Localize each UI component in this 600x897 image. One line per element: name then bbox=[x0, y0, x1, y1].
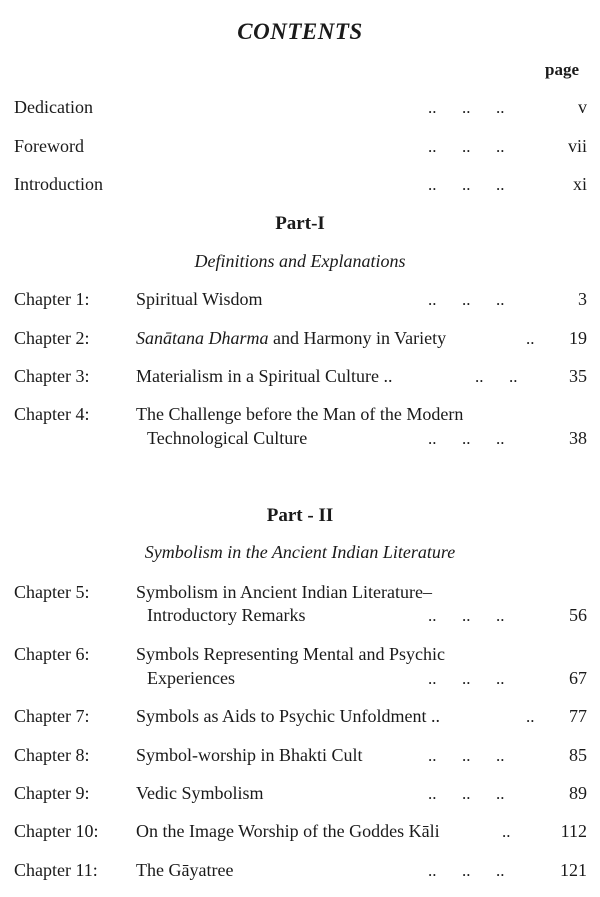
leader-dots: .. .. .. bbox=[428, 861, 505, 880]
leader-dots: .. bbox=[526, 329, 535, 348]
leader-dots: .. .. .. bbox=[428, 290, 505, 309]
front-matter-label: Foreword bbox=[14, 136, 84, 156]
page-column-label: page bbox=[545, 60, 579, 79]
leader-dots: .. .. .. bbox=[428, 429, 505, 448]
front-matter-label: Introduction bbox=[14, 174, 103, 194]
page-title: CONTENTS bbox=[237, 19, 363, 44]
leader-dots: .. bbox=[502, 822, 511, 841]
leader-dots: .. .. .. bbox=[428, 784, 505, 803]
page-number: 35 bbox=[569, 366, 587, 386]
page-number: 3 bbox=[578, 289, 587, 309]
chapter-number: Chapter 1: bbox=[14, 289, 90, 309]
chapter-number: Chapter 6: bbox=[14, 644, 90, 664]
chapter-title: On the Image Worship of the Goddes Kāli bbox=[136, 821, 440, 841]
leader-dots: .. .. .. bbox=[428, 606, 505, 625]
page-number: vii bbox=[567, 136, 587, 156]
chapter-number: Chapter 9: bbox=[14, 783, 90, 803]
part-heading: Part - II bbox=[266, 505, 334, 526]
chapter-number: Chapter 3: bbox=[14, 366, 90, 386]
leader-dots: .. .. bbox=[475, 367, 518, 386]
part-subtitle: Definitions and Explanations bbox=[194, 251, 406, 271]
page-number: 56 bbox=[569, 605, 587, 625]
chapter-title bbox=[136, 328, 446, 349]
chapter-number: Chapter 7: bbox=[14, 706, 90, 726]
page-number: 121 bbox=[560, 860, 587, 880]
chapter-title: The Gāyatree bbox=[136, 860, 234, 880]
chapter-title-continued: Introductory Remarks bbox=[147, 605, 306, 625]
leader-dots: .. bbox=[526, 707, 535, 726]
leader-dots: .. .. .. bbox=[428, 175, 505, 194]
page-number: 38 bbox=[569, 428, 587, 448]
chapter-title: Materialism in a Spiritual Culture .. bbox=[136, 366, 393, 386]
chapter-number: Chapter 8: bbox=[14, 745, 90, 765]
chapter-title-rest: and Harmony in Variety bbox=[268, 328, 447, 348]
chapter-number: Chapter 10: bbox=[14, 821, 99, 841]
leader-dots: .. .. .. bbox=[428, 98, 505, 117]
page-number: xi bbox=[572, 174, 587, 194]
leader-dots: .. .. .. bbox=[428, 137, 505, 156]
chapter-title: Spiritual Wisdom bbox=[136, 289, 263, 309]
part-subtitle: Symbolism in the Ancient Indian Literature bbox=[144, 542, 456, 562]
page-number: 85 bbox=[569, 745, 587, 765]
page-number: 89 bbox=[569, 783, 587, 803]
chapter-number: Chapter 4: bbox=[14, 404, 90, 424]
chapter-title: Symbols as Aids to Psychic Unfoldment .. bbox=[136, 706, 441, 726]
chapter-number: Chapter 11: bbox=[14, 860, 98, 880]
chapter-number: Chapter 5: bbox=[14, 582, 90, 602]
page-number: 112 bbox=[560, 821, 587, 841]
page-number: 19 bbox=[569, 328, 587, 348]
leader-dots: .. .. .. bbox=[428, 669, 505, 688]
chapter-title-italic: Sanātana Dharma bbox=[136, 328, 269, 348]
chapter-title: Vedic Symbolism bbox=[136, 783, 264, 803]
chapter-number: Chapter 2: bbox=[14, 328, 90, 348]
part-heading: Part-I bbox=[275, 213, 325, 234]
page-number: 77 bbox=[569, 706, 587, 726]
chapter-title-continued: Experiences bbox=[147, 668, 235, 688]
front-matter-label: Dedication bbox=[14, 97, 93, 117]
chapter-title: Symbolism in Ancient Indian Literature– bbox=[136, 582, 432, 602]
chapter-title: Symbol-worship in Bhakti Cult bbox=[136, 745, 363, 765]
chapter-title: The Challenge before the Man of the Modern bbox=[136, 404, 464, 424]
page-number: v bbox=[578, 97, 587, 117]
chapter-title: Symbols Representing Mental and Psychic bbox=[136, 644, 445, 664]
page-number: 67 bbox=[569, 668, 587, 688]
chapter-title-continued: Technological Culture bbox=[147, 428, 308, 448]
leader-dots: .. .. .. bbox=[428, 746, 505, 765]
